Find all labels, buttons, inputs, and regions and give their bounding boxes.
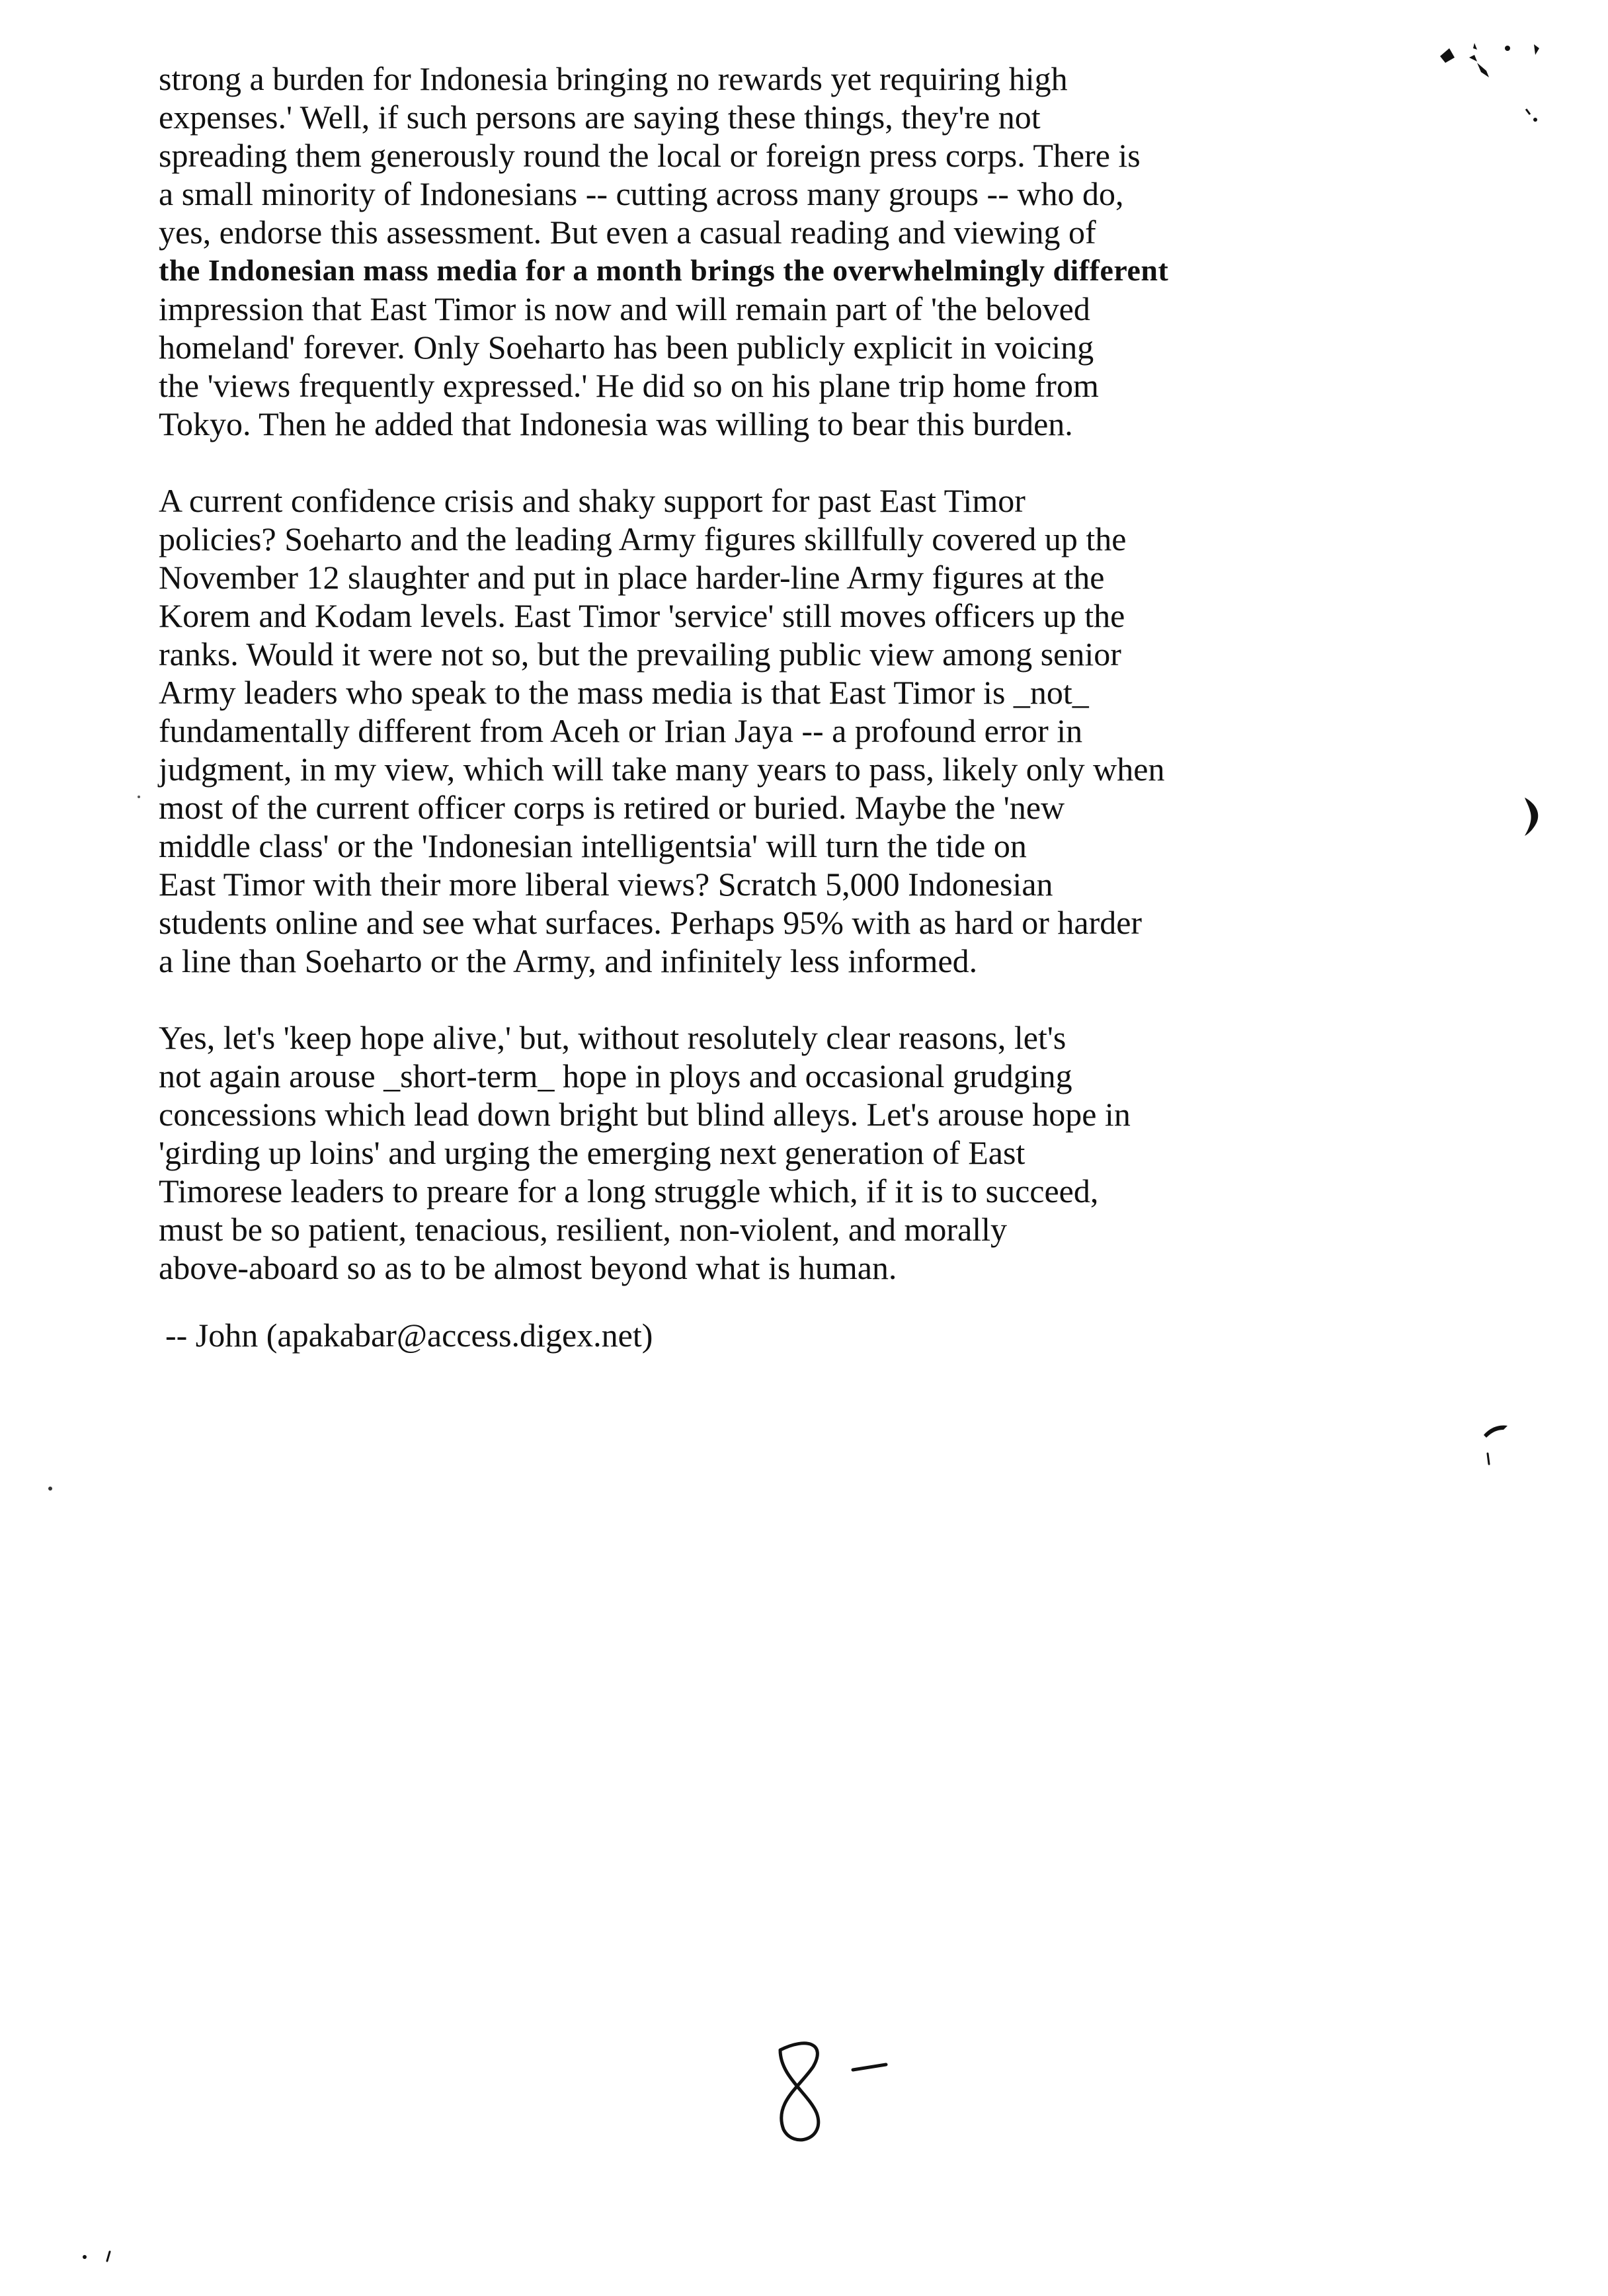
scan-speck-left-lower [46, 1485, 54, 1493]
paragraph-3 [159, 1018, 1269, 1287]
text-line: the 'views frequently expressed.' He did so on his plane trip home from [159, 367, 1099, 404]
text-line: a small minority of Indonesians -- cutting across many groups -- who do, [159, 175, 1124, 212]
handwritten-page-number [754, 2030, 926, 2149]
text-line: Yes, let's 'keep hope alive,' but, without resolutely clear reasons, let's [159, 1019, 1066, 1056]
text-line: A current confidence crisis and shaky support for past East Timor [159, 482, 1025, 519]
text-line: fundamentally different from Aceh or Irian Jaya -- a profound error in [159, 712, 1083, 749]
text-line: yes, endorse this assessment. But even a casual reading and viewing of [159, 214, 1096, 251]
scan-speck-right-lower [1474, 1415, 1521, 1468]
scan-speck-bottom-left [79, 2245, 119, 2265]
scan-speck-right-middle [1521, 794, 1547, 840]
text-line: strong a burden for Indonesia bringing no rewards yet requiring high [159, 60, 1068, 97]
text-line: students online and see what surfaces. Perhaps 95% with as hard or harder [159, 904, 1143, 941]
text-line: Korem and Kodam levels. East Timor 'service' still moves officers up the [159, 597, 1125, 634]
text-line: not again arouse _short-term_ hope in ploys and occasional grudging [159, 1057, 1072, 1094]
text-line: above-aboard so as to be almost beyond what is human. [159, 1249, 897, 1286]
text-line: Timorese leaders to preare for a long struggle which, if it is to succeed, [159, 1172, 1099, 1210]
text-line: most of the current officer corps is retired or buried. Maybe the 'new [159, 789, 1065, 826]
scan-speck-left [136, 794, 142, 800]
text-line: policies? Soeharto and the leading Army figures skillfully covered up the [159, 520, 1127, 557]
text-line: homeland' forever. Only Soeharto has been publicly explicit in voicing [159, 329, 1094, 366]
text-line: ranks. Would it were not so, but the prevailing public view among senior [159, 636, 1121, 673]
text-line: Army leaders who speak to the mass media is that East Timor is _not_ [159, 674, 1089, 711]
text-line: Tokyo. Then he added that Indonesia was willing to bear this burden. [159, 405, 1073, 442]
text-line: spreading them generously round the local or foreign press corps. There is [159, 137, 1141, 174]
text-line: concessions which lead down bright but blind alleys. Let's arouse hope in [159, 1096, 1131, 1133]
text-line: middle class' or the 'Indonesian intelligentsia' will turn the tide on [159, 827, 1027, 864]
text-line: must be so patient, tenacious, resilient, non-violent, and morally [159, 1211, 1008, 1248]
paragraph-1 [159, 60, 1269, 443]
text-line: 'girding up loins' and urging the emerging next generation of East [159, 1134, 1025, 1171]
text-line: the Indonesian mass media for a month brings the overwhelmingly different [159, 253, 1169, 287]
scan-speck-top-right [1435, 36, 1560, 129]
text-line: a line than Soeharto or the Army, and infinitely less informed. [159, 942, 978, 979]
text-line: November 12 slaughter and put in place harder-line Army figures at the [159, 559, 1105, 596]
text-line: judgment, in my view, which will take many years to pass, likely only when [159, 751, 1165, 788]
text-line: impression that East Timor is now and will remain part of 'the beloved [159, 290, 1090, 327]
text-line: East Timor with their more liberal views? Scratch 5,000 Indonesian [159, 866, 1053, 903]
paragraph-2 [159, 481, 1269, 980]
text-line: expenses.' Well, if such persons are saying these things, they're not [159, 99, 1041, 136]
signature-line: -- John (apakabar@access.digex.net) [165, 1317, 653, 1354]
document-body [159, 60, 1269, 1325]
